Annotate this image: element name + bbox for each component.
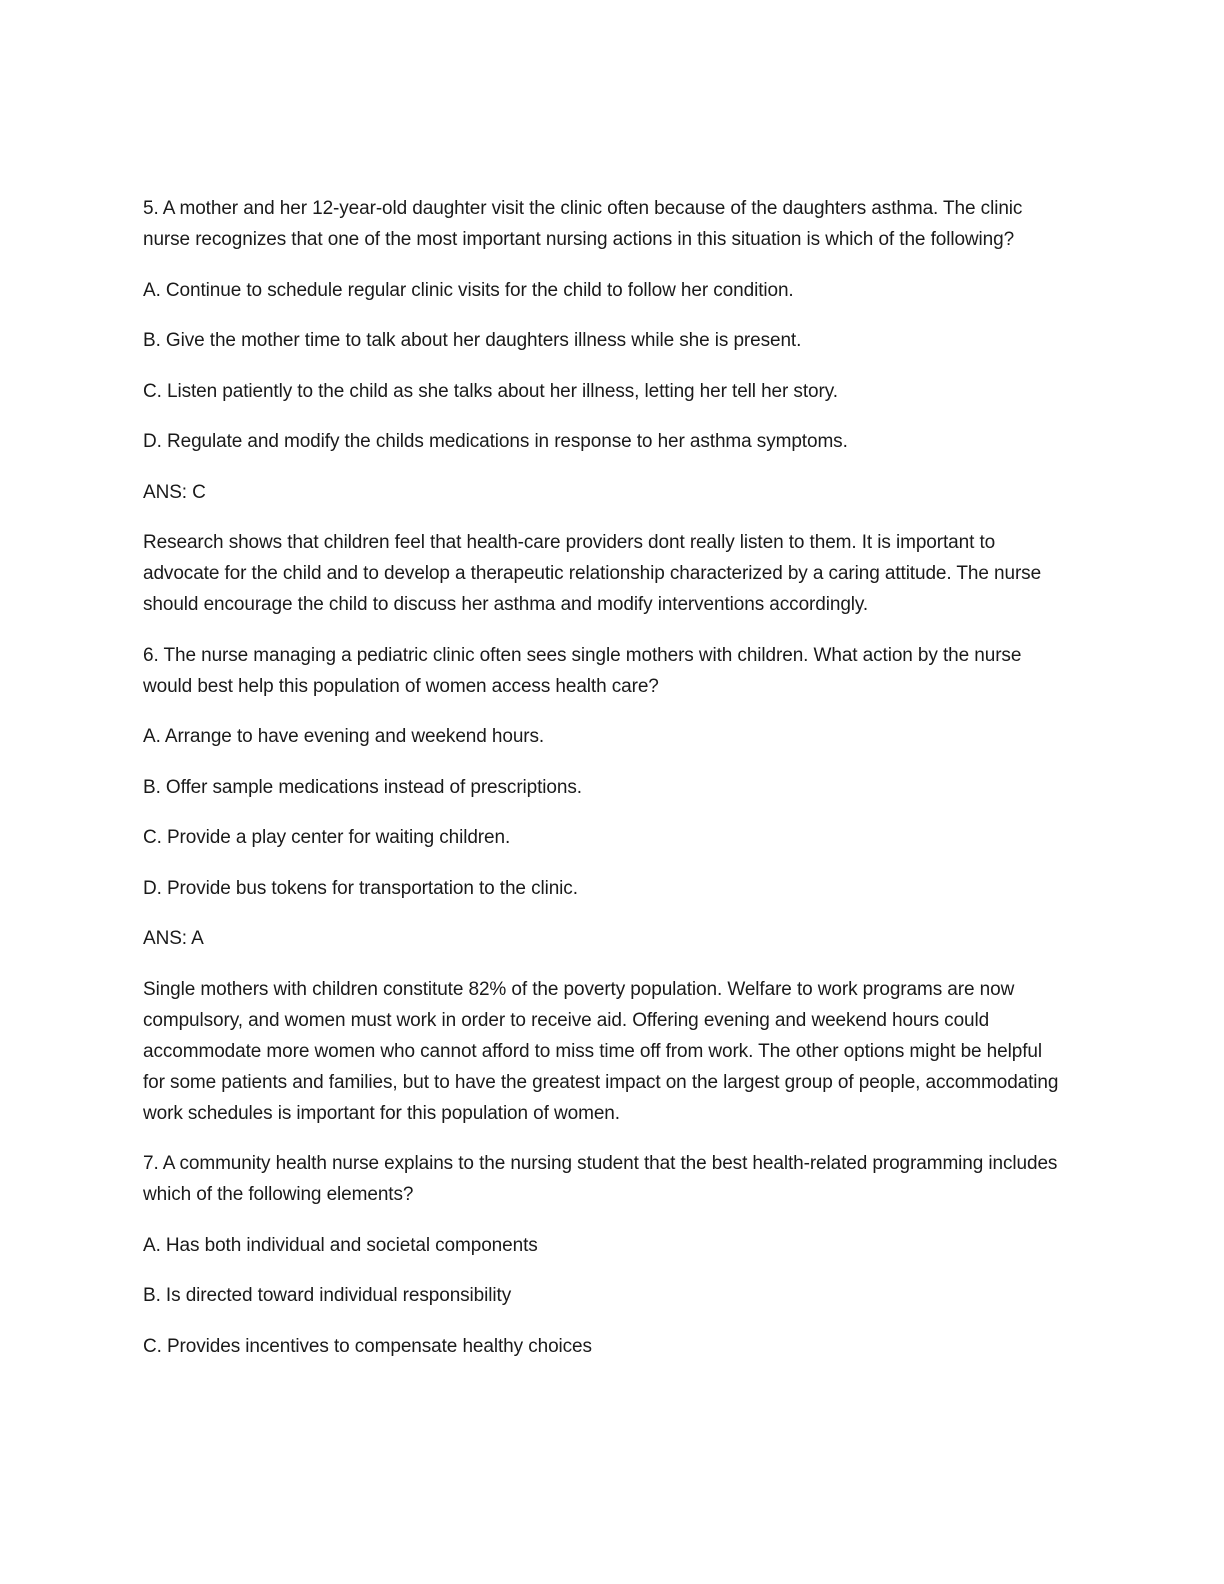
question-5-option-d: D. Regulate and modify the childs medications in response to her asthma symptoms. [143, 431, 848, 452]
question-5-option-a: A. Continue to schedule regular clinic visits for the child to follow her condition. [143, 279, 794, 301]
document-body [143, 193, 1068, 1381]
question-6-stem: 6. The nurse managing a pediatric clinic often sees single mothers with children. What action by the nurse would best help this population of women access health care? [143, 644, 1022, 697]
question-7-option-b: B. Is directed toward individual responsibility [143, 1285, 512, 1306]
question-5-option-c: C. Listen patiently to the child as she talks about her illness, letting her tell her story. [143, 380, 838, 402]
question-6-option-c: C. Provide a play center for waiting children. [143, 827, 511, 848]
question-7-option-c: C. Provides incentives to compensate healthy choices [143, 1335, 592, 1357]
question-5-rationale: Research shows that children feel that health-care providers dont really listen to them. It is important to advocate for the child and to develop a therapeutic relationship characterized by a caring attitude. The nurse should encourage the child to discuss her asthma and modify interventions accordingly. [143, 532, 1042, 615]
question-5-option-b: B. Give the mother time to talk about her daughters illness while she is present. [143, 330, 802, 351]
question-7-stem: 7. A community health nurse explains to the nursing student that the best health-related programming includes which of the following elements? [143, 1153, 1058, 1205]
question-6-option-b: B. Offer sample medications instead of prescriptions. [143, 776, 582, 798]
question-6-rationale: Single mothers with children constitute 82% of the poverty population. Welfare to work programs are now compulsory, and women must work in order to receive aid. Offering evening and weekend hours could accommodate more women who cannot afford to miss time off from work. The other options might be helpful for some patients and families, but to have the greatest impact on the largest group of people, accommodating work schedules is important for this population of women. [143, 978, 1059, 1124]
question-7-option-a: A. Has both individual and societal components [143, 1234, 538, 1256]
question-6-option-d: D. Provide bus tokens for transportation to the clinic. [143, 877, 578, 899]
question-5-stem: 5. A mother and her 12-year-old daughter visit the clinic often because of the daughters asthma. The clinic nurse recognizes that one of the most important nursing actions in this situation is which of the following? [143, 198, 1023, 250]
question-5-answer: ANS: C [143, 481, 206, 503]
question-6-answer: ANS: A [143, 928, 204, 949]
question-6-option-a: A. Arrange to have evening and weekend hours. [143, 726, 545, 747]
